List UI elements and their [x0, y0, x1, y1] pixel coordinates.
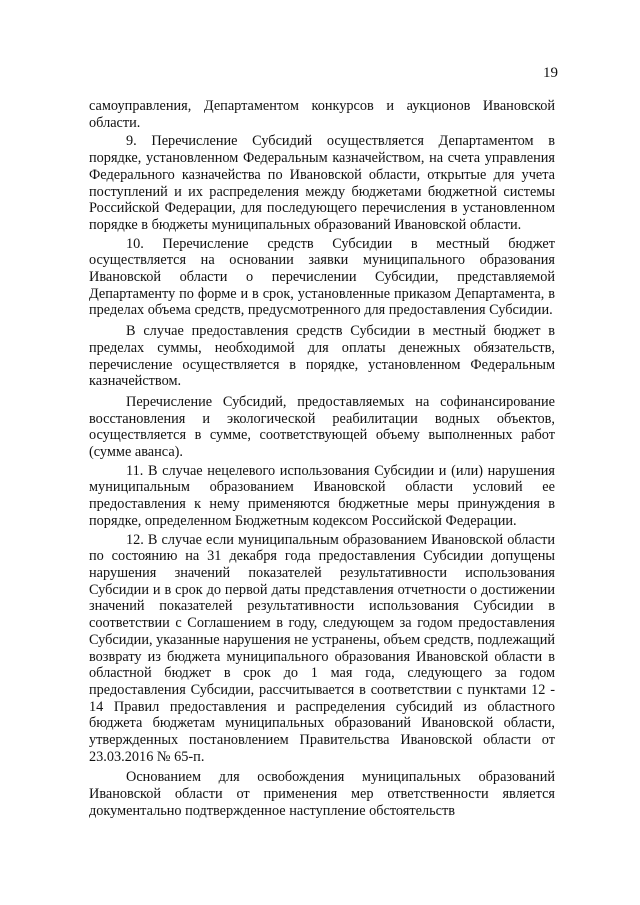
- document-body: [89, 98, 555, 820]
- paragraph-item-10: 10. Перечисление средств Субсидии в местный бюджет осуществляется на основании заявки муниципального образования Ивановской области о перечислении Субсидии, представляемой Департаменту по форме и в срок, установленные приказом Департамента, в пределах объема средств, предусмотренного для предоставления Субсидии.: [89, 235, 555, 319]
- paragraph-item-10-cofinancing: Перечисление Субсидий, предоставляемых на софинансирование восстановления и экологической реабилитации водных объектов, осуществляется в сумме, соответствующей объему выполненных работ (сумме аванса).: [89, 393, 555, 461]
- paragraph-item-10-case: В случае предоставления средств Субсидии в местный бюджет в пределах суммы, необходимой для оплаты денежных обязательств, перечисление осуществляется в порядке, установленном Федеральным казначейством.: [89, 323, 555, 390]
- paragraph-item-12-basis: Основанием для освобождения муниципальных образований Ивановской области от применения мер ответственности является документально подтвержденное наступление обстоятельств: [89, 769, 555, 819]
- paragraph-item-9: 9. Перечисление Субсидий осуществляется Департаментом в порядке, установленном Федеральным казначейством, на счета управления Федерального казначейства по Ивановской области, открытые для учета поступлений и их распределения между бюджетами бюджетной системы Российской Федерации, для последующего перечисления в установленном порядке в бюджеты муниципальных образований Ивановской области.: [89, 133, 555, 233]
- paragraph-continuation: самоуправления, Департаментом конкурсов и аукционов Ивановской области.: [89, 98, 555, 131]
- page-number: 19: [543, 65, 558, 81]
- paragraph-item-12: 12. В случае если муниципальным образованием Ивановской области по состоянию на 31 декабря года предоставления Субсидии допущены нарушения значений показателей результативности использования Субсидии и в срок до первой даты представления отчетности о достижении значений показателей результативности использования Субсидии в соответствии с Соглашением в году, следующем за годом предоставления Субсидии, указанные нарушения не устранены, объем средств, подлежащий возврату из бюджета муниципального образования Ивановской области в областной бюджет в срок до 1 мая года, следующего за годом предоставления Субсидии, рассчитывается в соответствии с пунктами 12 - 14 Правил предоставления и распределения субсидий из областного бюджета бюджетам муниципальных образований Ивановской области, утвержденных постановлением Правительства Ивановской области от 23.03.2016 № 65-п.: [89, 531, 555, 765]
- paragraph-item-11: 11. В случае нецелевого использования Субсидии и (или) нарушения муниципальным образованием Ивановской области условий ее предоставления к нему применяются бюджетные меры принуждения в порядке, определенном Бюджетным кодексом Российской Федерации.: [89, 462, 555, 529]
